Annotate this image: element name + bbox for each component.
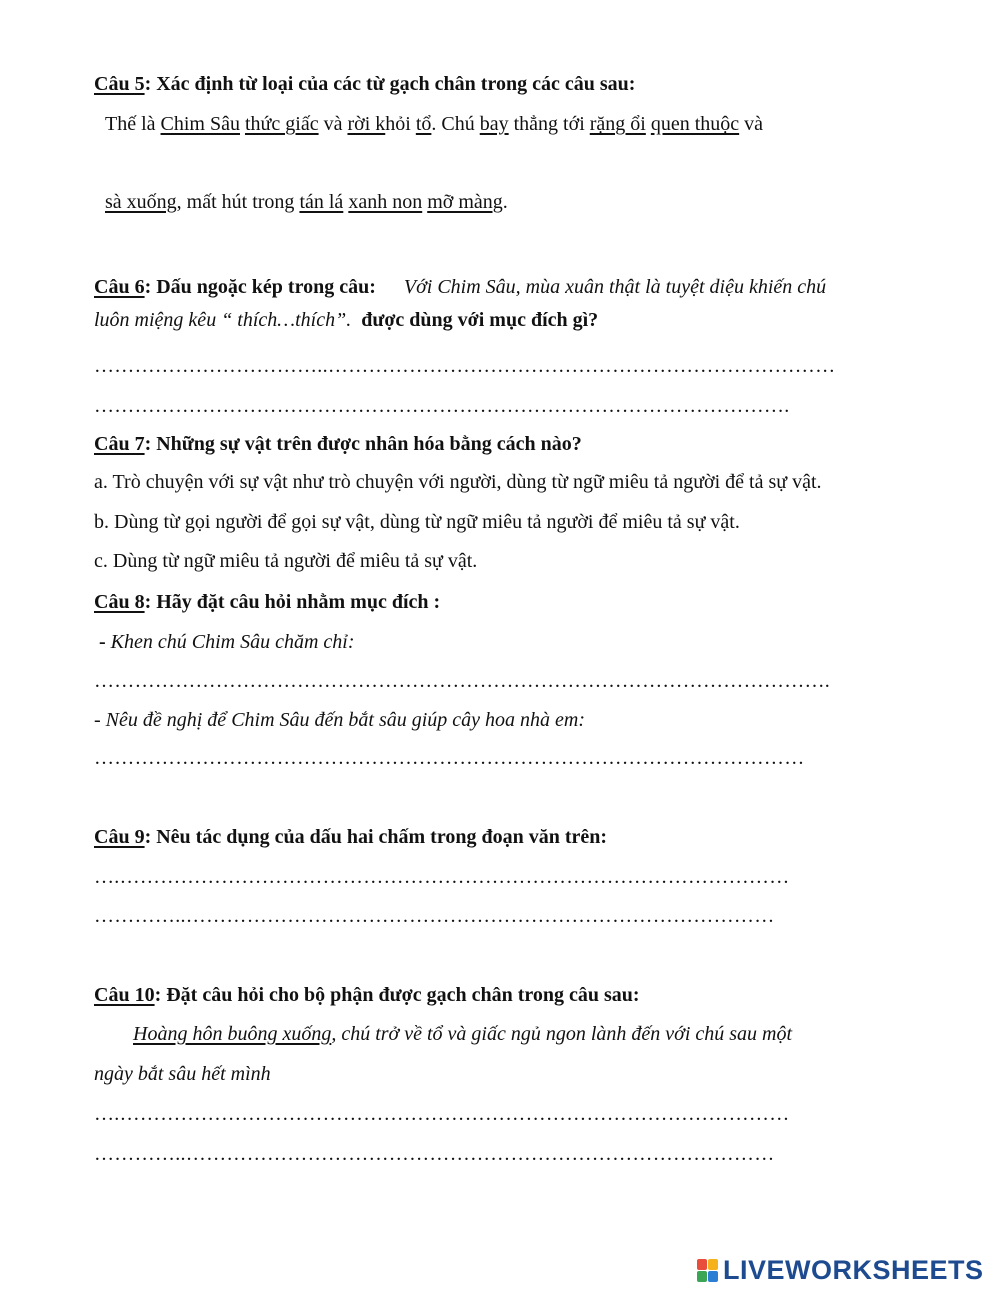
q10-rest: , chú trở về tổ và giấc ngủ ngon lành đến với chú sau một (331, 1023, 793, 1045)
q8-heading (94, 590, 440, 614)
liveworksheets-logo-text: LIVEWORKSHEETS (723, 1255, 984, 1285)
q6-quote-b: luôn miệng kêu “ thích…thích”. (94, 309, 352, 331)
sentence-text: . Chú (431, 113, 480, 135)
underlined-word[interactable]: mỡ màng (427, 191, 503, 213)
q7-heading (94, 432, 582, 456)
q6-line2 (94, 308, 598, 332)
q10-answer-line-1[interactable]: ….……………………………………………………………………………………… (94, 1103, 790, 1125)
underlined-word[interactable]: xanh non (348, 191, 423, 213)
q8-answer-line-1[interactable]: ………………………………………………………………………………………………. (94, 670, 831, 692)
sentence-text: thẳng tới (508, 113, 590, 135)
q10-heading (94, 983, 640, 1007)
q5-sentence-line2 (105, 190, 508, 214)
q10-label: Câu 10 (94, 984, 155, 1006)
underlined-word[interactable]: tán lá (299, 191, 344, 213)
q6-title: : Dấu ngoặc kép trong câu: (144, 276, 376, 298)
q8-item-1-text: Khen chú Chim Sâu chăm chỉ: (110, 631, 355, 653)
sentence-text: Thế là (105, 113, 161, 135)
q6-label: Câu 6 (94, 276, 145, 298)
q5-sentence-line1 (105, 112, 763, 136)
q7-label: Câu 7 (94, 433, 145, 455)
liveworksheets-logo (697, 1255, 984, 1286)
q10-sentence-line1 (133, 1022, 792, 1046)
q10-underlined: Hoàng hôn buông xuống (133, 1023, 332, 1045)
underlined-word[interactable]: thức giấc (244, 113, 319, 135)
q8-title: : Hãy đặt câu hỏi nhằm mục đích : (144, 591, 441, 613)
sentence-text: . (502, 191, 508, 213)
q10-title: : Đặt câu hỏi cho bộ phận được gạch chân trong câu sau: (154, 984, 640, 1006)
q5-title: : Xác định từ loại của các từ gạch chân trong các câu sau: (144, 73, 636, 95)
q7-option-b[interactable]: b. Dùng từ gọi người để gọi sự vật, dùng từ ngữ miêu tả người để miêu tả sự vật. (94, 511, 740, 533)
q8-answer-line-2[interactable]: …………………………………………………………………………………………… (94, 747, 805, 769)
q9-label: Câu 9 (94, 826, 145, 848)
q9-answer-line-2[interactable]: …………..…………………………………………………………………………… (94, 905, 775, 927)
sentence-text: , mất hút trong (176, 191, 300, 213)
underlined-word[interactable]: Chim Sâu (160, 113, 240, 135)
sentence-text: và (739, 113, 764, 135)
q7-title: : Những sự vật trên được nhân hóa bằng cách nào? (144, 433, 582, 455)
sentence-text: và (318, 113, 348, 135)
q10-answer-line-2[interactable]: …………..…………………………………………………………………………… (94, 1143, 775, 1165)
q9-answer-line-1[interactable]: ….……………………………………………………………………………………… (94, 866, 790, 888)
underlined-word[interactable]: rặng ổi (589, 113, 646, 135)
q5-label: Câu 5 (94, 73, 145, 95)
underlined-word[interactable]: rời k (347, 113, 386, 135)
q7-option-a[interactable]: a. Trò chuyện với sự vật như trò chuyện với người, dùng từ ngữ miêu tả người để tả sự vật. (94, 471, 822, 493)
liveworksheets-blocks-icon (697, 1259, 719, 1283)
q8-dash: - (99, 631, 106, 653)
q10-sentence-line2: ngày bắt sâu hết mình (94, 1063, 271, 1085)
q6-answer-line-2[interactable]: …………………………………………………………………………………………. (94, 395, 790, 417)
q6-answer-line-1[interactable]: ……………………………..………………………………………………………………… (94, 355, 836, 377)
q8-item-2: - Nêu đề nghị để Chim Sâu đến bắt sâu giúp cây hoa nhà em: (94, 709, 586, 731)
q5-heading (94, 72, 635, 96)
underlined-word[interactable]: bay (479, 113, 509, 135)
underlined-word[interactable]: sà xuống (105, 191, 177, 213)
q6-quote-a: Với Chim Sâu, mùa xuân thật là tuyệt diệu khiến chú (403, 276, 827, 298)
q9-title: : Nêu tác dụng của dấu hai chấm trong đoạn văn trên: (144, 826, 608, 848)
underlined-word[interactable]: tổ (415, 113, 432, 135)
q9-heading (94, 825, 607, 849)
q8-item-1 (99, 630, 355, 654)
q6-heading (94, 275, 826, 299)
q7-option-c[interactable]: c. Dùng từ ngữ miêu tả người để miêu tả sự vật. (94, 550, 478, 572)
underlined-word[interactable]: quen thuộc (650, 113, 740, 135)
q8-label: Câu 8 (94, 591, 145, 613)
sentence-text: hỏi (385, 113, 416, 135)
q6-tail: được dùng với mục đích gì? (361, 309, 599, 331)
